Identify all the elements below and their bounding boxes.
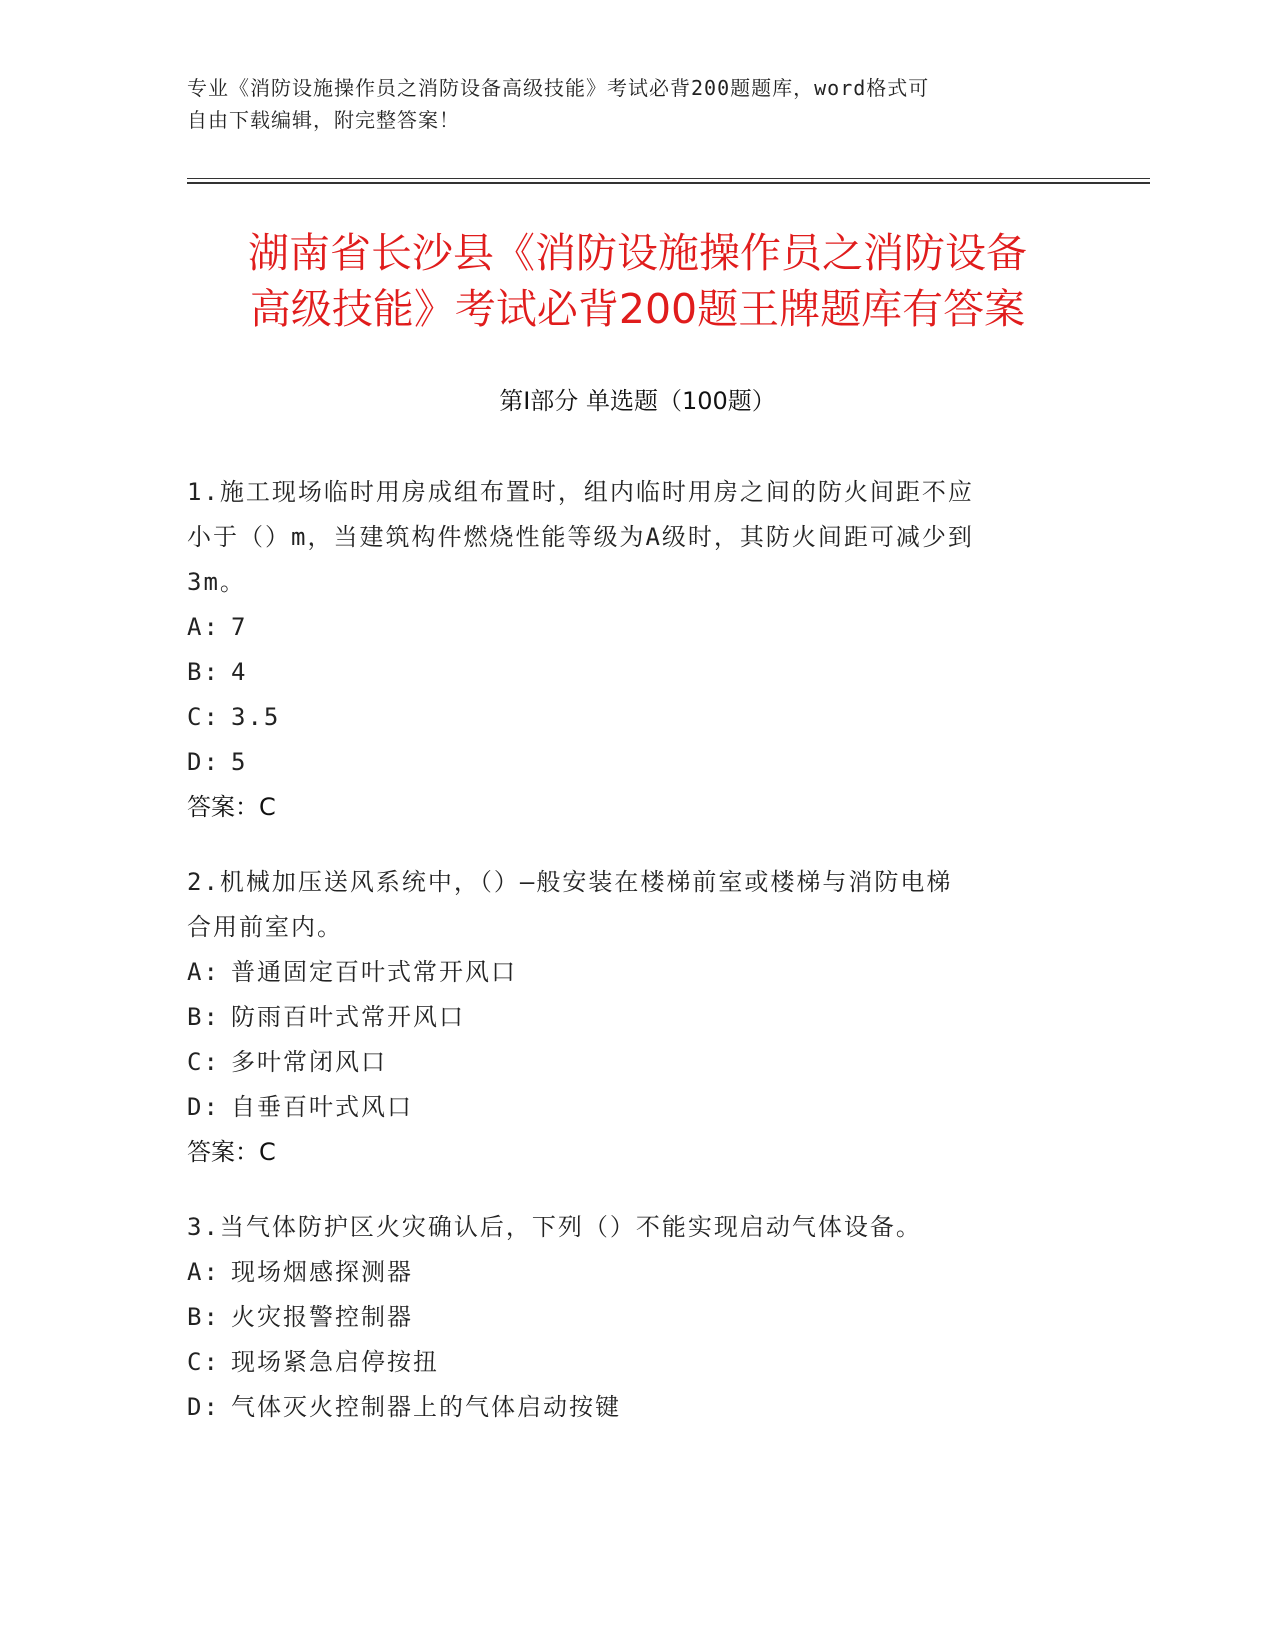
option-text: 5: [231, 748, 248, 776]
option-d: [187, 1085, 1087, 1130]
question: [187, 470, 1087, 830]
option-b: [187, 995, 1087, 1040]
option-c: [187, 695, 1087, 740]
header-note-line: 专业《消防设施操作员之消防设备高级技能》考试必背200题题库，word格式可: [187, 76, 930, 100]
question: [187, 1205, 1087, 1430]
option-a: [187, 605, 1087, 650]
option-d: [187, 740, 1087, 785]
section-heading: 第Ⅰ部分 单选题（100题）: [499, 387, 776, 415]
option-letter: A:: [187, 958, 220, 986]
question-stem: 3.当气体防护区火灾确认后，下列（）不能实现启动气体设备。: [187, 1213, 922, 1241]
option-text: 4: [231, 658, 248, 686]
question-stem: 小于（）m，当建筑构件燃烧性能等级为A级时，其防火间距可减少到: [187, 523, 974, 551]
option-text: 3.5: [231, 703, 281, 731]
option-letter: C:: [187, 703, 220, 731]
option-letter: B:: [187, 658, 220, 686]
question-stem: 3m。: [187, 568, 246, 596]
option-text: 现场紧急启停按扭: [231, 1348, 439, 1376]
option-a: [187, 950, 1087, 995]
question-stem: 1.施工现场临时用房成组布置时，组内临时用房之间的防火间距不应: [187, 478, 974, 506]
option-letter: B:: [187, 1003, 220, 1031]
option-b: [187, 1295, 1087, 1340]
divider-thin: [187, 178, 1150, 179]
option-letter: D:: [187, 748, 220, 776]
option-text: 现场烟感探测器: [231, 1258, 413, 1286]
option-text: 普通固定百叶式常开风口: [231, 958, 517, 986]
option-text: 多叶常闭风口: [231, 1048, 387, 1076]
option-a: [187, 1250, 1087, 1295]
option-letter: C:: [187, 1348, 220, 1376]
divider-thick: [187, 182, 1150, 184]
option-letter: C:: [187, 1048, 220, 1076]
option-c: [187, 1040, 1087, 1085]
option-d: [187, 1385, 1087, 1430]
option-text: 火灾报警控制器: [231, 1303, 413, 1331]
question-stem: 2.机械加压送风系统中，（）—般安装在楼梯前室或楼梯与消防电梯: [187, 868, 953, 896]
option-letter: A:: [187, 1258, 220, 1286]
option-b: [187, 650, 1087, 695]
answer: 答案：C: [187, 1138, 276, 1166]
document-title: [150, 225, 1125, 337]
option-text: 气体灭火控制器上的气体启动按键: [231, 1393, 621, 1421]
option-letter: B:: [187, 1303, 220, 1331]
option-letter: D:: [187, 1093, 220, 1121]
document-title-line: 高级技能》考试必背200题王牌题库有答案: [249, 285, 1026, 333]
option-text: 7: [231, 613, 248, 641]
option-letter: A:: [187, 613, 220, 641]
option-text: 防雨百叶式常开风口: [231, 1003, 465, 1031]
document-title-line: 湖南省长沙县《消防设施操作员之消防设备: [248, 229, 1027, 277]
option-text: 自垂百叶式风口: [231, 1093, 413, 1121]
option-c: [187, 1340, 1087, 1385]
question-list: [187, 470, 1087, 1460]
header-note-line: 自由下载编辑，附完整答案！: [187, 108, 460, 132]
question-stem: 合用前室内。: [187, 913, 343, 941]
option-letter: D:: [187, 1393, 220, 1421]
answer: 答案：C: [187, 793, 276, 821]
header-note: [187, 72, 1067, 136]
question: [187, 860, 1087, 1175]
